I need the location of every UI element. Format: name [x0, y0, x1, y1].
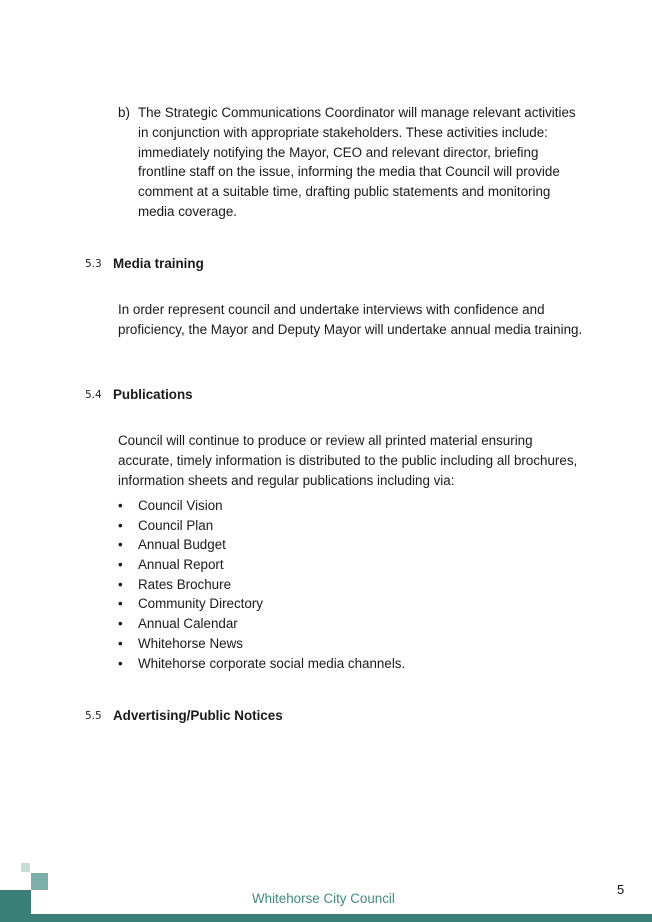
publications-paragraph: Council will continue to produce or review all printed material ensuring accurate, timely information is distributed to the public including all brochures, information sheets and regular publications including via: [118, 433, 578, 488]
logo-square-small [21, 863, 30, 872]
section-number-5-4: 5.4 [85, 389, 102, 401]
bullet-icon: • [118, 517, 123, 533]
section-number-5-5: 5.5 [85, 710, 102, 722]
footer-logo-squares [0, 860, 60, 922]
footer-bar [0, 914, 652, 922]
bullet-icon: • [118, 498, 123, 513]
page-number: 5 [617, 882, 625, 897]
footer-organisation-name: Whitehorse City Council [252, 891, 395, 906]
bullet-icon: • [118, 616, 123, 632]
section-heading-media-training: Media training [113, 256, 204, 271]
media-training-paragraph: In order represent council and undertake interviews with confidence and proficiency, the Mayor and Deputy Mayor will undertake annual media training. [118, 302, 583, 337]
logo-square-medium [31, 873, 48, 890]
list-item-text: The Strategic Communications Coordinator will manage relevant activities in conjunction with appropriate stakeholders. These activities include: immediately notifying the Mayor, CEO and relevant director, briefing frontline staff on the issue, informing the media that Council will provide comment at a suitable time, drafting public statements and monitoring media coverage. [138, 105, 576, 219]
bullet-icon: • [118, 596, 123, 612]
section-heading-publications: Publications [113, 387, 193, 402]
bullet-icon: • [118, 557, 123, 573]
bullet-icon: • [118, 576, 123, 592]
bullet-icon: • [118, 537, 123, 553]
list-marker: b) [118, 105, 130, 120]
bullet-icon: • [118, 635, 123, 651]
section-number-5-3: 5.3 [85, 258, 102, 270]
bullet-icon: • [118, 655, 123, 671]
section-heading-advertising: Advertising/Public Notices [113, 708, 283, 723]
